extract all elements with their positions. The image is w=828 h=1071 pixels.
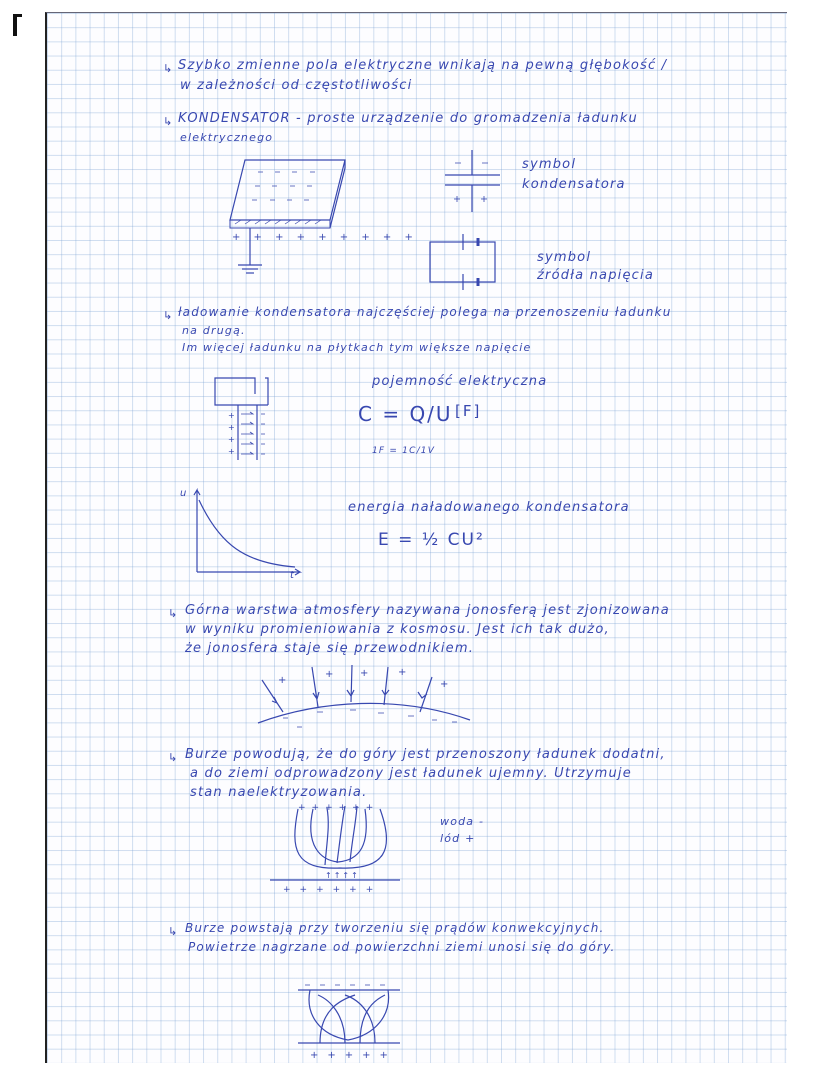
capacitor-symbol [445,150,500,212]
label: kondensatora [522,177,626,192]
capacitor-charging-drawing [215,378,268,460]
note-text: Burze powodują, że do góry jest przenoszony ładunek dodatni, [185,747,666,762]
bullet-arrow-icon: ↳ [168,751,178,764]
legend-text: woda - [440,815,485,828]
note-text: Burze powstają przy tworzeniu się prądów konwekcyjnych. [185,921,605,935]
svg-text:+: + [398,667,407,678]
svg-text:+: + [228,435,235,444]
svg-text:↑↑↑↑: ↑↑↑↑ [325,871,360,880]
svg-text:++++++: ++++++ [298,803,380,813]
axis-label: t [290,570,296,581]
storm-cloud-drawing [270,803,400,895]
note-text: Szybko zmienne pola elektryczne wnikają na pewną głębokość / [178,58,668,73]
svg-text:+: + [325,669,334,680]
ionosphere-drawing [258,665,470,727]
note-text: Powietrze nagrzane od powierzchni ziemi unosi się do góry. [188,940,616,954]
unit: [F] [455,402,482,420]
svg-text:+: + [228,447,235,456]
note-text: elektrycznego [180,131,274,144]
note-text: Górna warstwa atmosfery nazywana jonosferą jest zjonizowana [185,603,670,618]
formula: E = ½ CU² [378,530,485,550]
note-text: stan naelektryzowania. [190,785,368,800]
note-text: a do ziemi odprowadzony jest ładunek ujemny. Utrzymuje [190,766,632,781]
note-text: na drugą. [182,324,246,337]
bullet-arrow-icon: ↳ [163,309,173,322]
formula: 1F = 1C/1V [372,446,436,456]
axis-label: u [180,488,188,499]
note-text: w wyniku promieniowania z kosmosu. Jest ich tak dużo, [185,622,610,637]
note-heading: KONDENSATOR - proste urządzenie do gromadzenia ładunku [178,111,638,126]
note-text: w zależności od częstotliwości [180,78,413,93]
svg-text:++++++: ++++++ [283,885,383,895]
bullet-arrow-icon: ↳ [168,607,178,620]
formula: C = Q/U [358,402,453,426]
label: pojemność elektryczna [372,374,548,389]
voltage-source-symbol [430,234,495,290]
capacitor-plate-drawing [230,160,418,273]
legend-text: lód + [440,832,476,845]
note-text: Im więcej ładunku na płytkach tym większe napięcie [182,341,532,354]
label: symbol [537,250,592,265]
bullet-arrow-icon: ↳ [163,62,173,75]
label: energia naładowanego kondensatora [348,500,630,515]
note-text: ładowanie kondensatora najczęściej polega na przenoszeniu ładunku [178,305,672,319]
convection-drawing [298,985,400,1061]
bullet-arrow-icon: ↳ [163,115,173,128]
note-text: że jonosfera staje się przewodnikiem. [185,641,475,656]
svg-text:+: + [360,668,369,679]
svg-text:+: + [278,675,287,686]
label: symbol [522,157,577,172]
discharge-graph [194,490,300,575]
svg-text:+++++: +++++ [310,1050,397,1061]
svg-text:+: + [228,411,235,420]
label: źródła napięcia [537,268,654,283]
svg-text:+: + [228,423,235,432]
svg-text:+ + + + + + + + +: + + + + + + + + + [232,232,418,243]
bullet-arrow-icon: ↳ [168,925,178,938]
svg-text:+: + [440,679,449,690]
